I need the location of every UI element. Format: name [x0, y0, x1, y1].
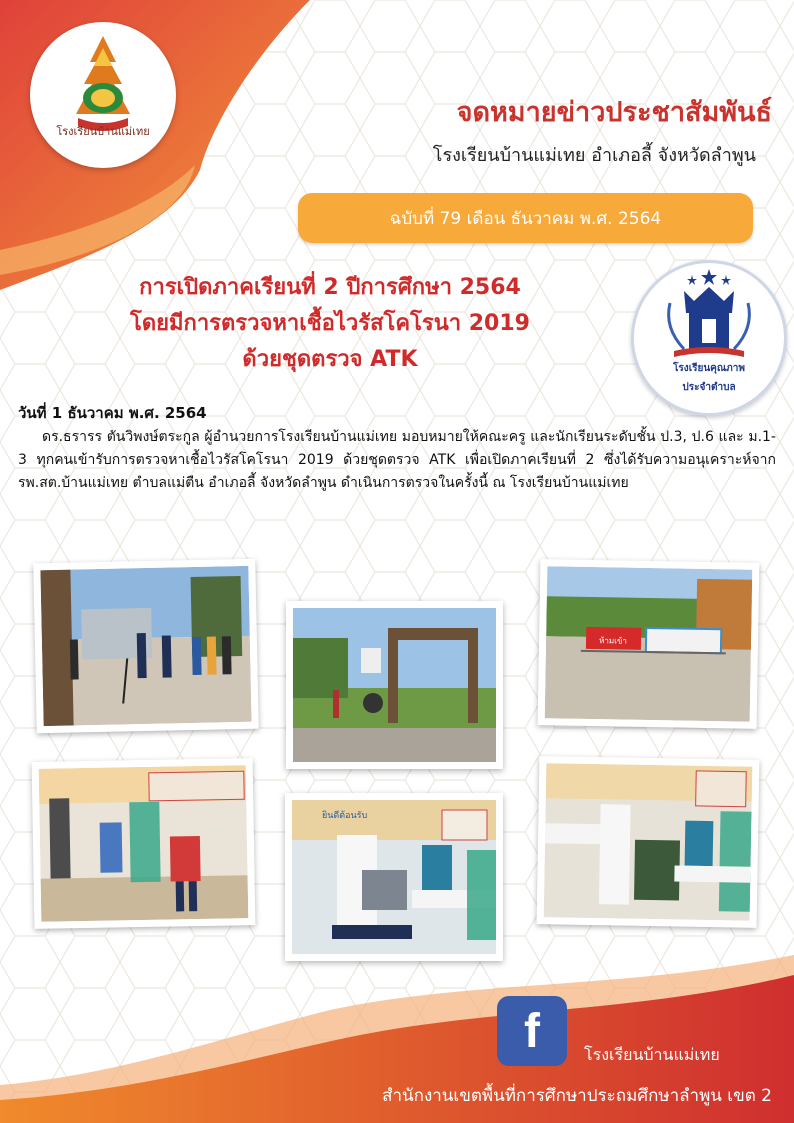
badge-line-1: โรงเรียนคุณภาพ	[673, 363, 745, 374]
article-date: วันที่ 1 ธันวาคม พ.ศ. 2564	[18, 404, 207, 422]
logo-caption: โรงเรียนบ้านแม่เทย	[56, 125, 150, 138]
school-subtitle: โรงเรียนบ้านแม่เทย อำเภอลี้ จังหวัดลำพูน	[432, 145, 756, 166]
agency-name: สำนักงานเขตพื้นที่การศึกษาประถมศึกษาลำพูน เขต 2	[382, 1086, 772, 1106]
quality-school-badge	[631, 260, 787, 416]
sign-text-2: ยินดีต้อนรับ	[322, 811, 368, 821]
photo-4	[32, 758, 256, 929]
newsletter-title: จดหมายข่าวประชาสัมพันธ์	[456, 97, 772, 128]
photo-no-entry-sign	[545, 566, 753, 722]
photo-atk-testing-1	[39, 765, 249, 922]
photo-3	[538, 559, 760, 729]
badge-line-2: ประจำตำบล	[682, 382, 736, 393]
article-paragraph: ดร.ธรารร ตันวิพงษ์ตระกูล ผู้อำนวยการโรงเรียนบ้านแม่เทย มอบหมายให้คณะครู และนักเรียนระดับชั้น ป.3, ป.6 และ ม.1-3 ทุกคนเข้ารับการตรวจหาเชื้อไวรัสโคโรนา 2019 ด้วยชุดตรวจ ATK เพื่อเปิดภาคเรียนที่ 2 ซึ่งได้รับความอนุเคราะห์จาก รพ.สต.บ้านแม่เทย ตำบลแม่ตืน อำเภอลี้ จังหวัดลำพูน ดำเนินการตรวจในครั้งนี้ ณ โรงเรียนบ้านแม่เทย	[18, 429, 776, 491]
article-body	[18, 426, 776, 495]
quality-school-emblem-icon	[634, 263, 784, 363]
photo-5	[285, 793, 503, 961]
sign-text-1: ห้ามเข้า	[599, 636, 627, 646]
headline-line-2: โดยมีการตรวจหาเชื้อไวรัสโคโรนา 2019	[130, 311, 530, 336]
photo-2	[286, 601, 503, 769]
photo-1	[33, 559, 259, 734]
headline-line-1: การเปิดภาคเรียนที่ 2 ปีการศึกษา 2564	[139, 275, 521, 300]
photo-atk-testing-2	[292, 800, 496, 954]
headline	[60, 270, 600, 378]
photo-school-entrance	[293, 608, 496, 762]
school-emblem-icon	[30, 22, 176, 168]
facebook-page-label[interactable]: โรงเรียนบ้านแม่เทย	[584, 1045, 720, 1064]
photo-school-gate-students	[40, 566, 251, 726]
headline-line-3: ด้วยชุดตรวจ ATK	[242, 347, 418, 372]
facebook-icon[interactable]: f	[497, 996, 567, 1066]
issue-badge: ฉบับที่ 79 เดือน ธันวาคม พ.ศ. 2564	[298, 193, 753, 243]
photo-6	[537, 756, 760, 928]
school-logo	[30, 22, 176, 168]
photo-atk-testing-3	[544, 763, 753, 921]
